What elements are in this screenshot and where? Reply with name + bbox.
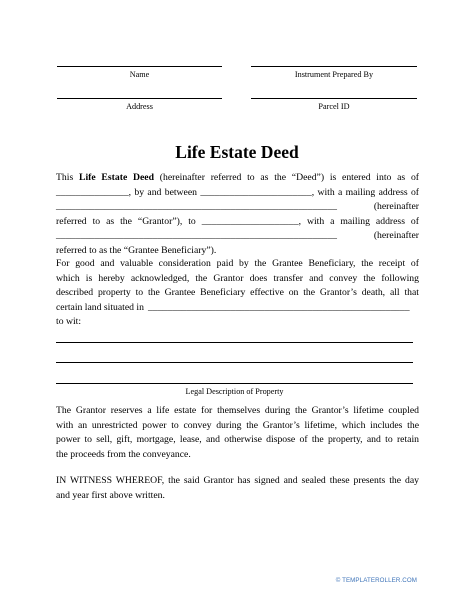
- county-blank[interactable]: ______________________________________________________: [148, 301, 410, 313]
- parcel-id-line: [251, 98, 417, 99]
- address-caption: Address: [126, 102, 153, 111]
- parcel-id-caption: Parcel ID: [318, 102, 350, 111]
- intro-line-4: referred to as the “Grantor”), to ____________________, with a mailing address of: [56, 215, 419, 227]
- name-caption: Name: [129, 70, 150, 79]
- legal-description-line-3[interactable]: [56, 383, 413, 384]
- consideration-paragraph: For good and valuable consideration paid by the Grantee Beneficiary, the receipt of which is hereby acknowledged, the Grantor does transfer and convey the following described property to the Grantee Beneficiary effective on the Grantor’s death, all that certain land situated in ______________________________________________________ to wit:: [56, 258, 419, 328]
- legal-description-line-1[interactable]: [56, 342, 413, 343]
- grantee-address-blank[interactable]: __________________________________________________________: [56, 230, 337, 242]
- land-situated-line: certain land situated in ______________________________________________________: [56, 301, 419, 316]
- intro-line-5: __________________________________________________________ (hereinafter: [56, 229, 419, 244]
- grantee-name-blank[interactable]: ____________________,: [201, 215, 301, 227]
- grantor-name-blank[interactable]: _______________________,: [200, 186, 315, 198]
- intro-line-6: referred to as the “Grantee Beneficiary”).: [56, 244, 217, 256]
- intro-paragraph: [56, 171, 419, 259]
- document-title: Life Estate Deed: [175, 142, 299, 162]
- witness-paragraph: IN WITNESS WHEREOF, the said Grantor has signed and sealed these presents the day and year first above written.: [56, 475, 419, 501]
- legal-description-caption: Legal Description of Property: [185, 387, 284, 396]
- legal-description-line-2[interactable]: [56, 362, 413, 363]
- name-line: [57, 66, 222, 67]
- intro-line-1: This Life Estate Deed (hereinafter referred to as the “Deed”) is entered into as of: [56, 172, 420, 183]
- address-line: [57, 98, 222, 99]
- prepared-by-line: [251, 66, 417, 67]
- date-blank[interactable]: _______________,: [56, 186, 132, 198]
- intro-line-3: __________________________________________________________ (hereinafter: [56, 200, 419, 215]
- intro-line-2: _______________, by and between _______________________, with a mailing address of: [56, 186, 420, 198]
- grantor-address-blank[interactable]: __________________________________________________________: [56, 201, 337, 213]
- reservation-paragraph: The Grantor reserves a life estate for themselves during the Grantor’s lifetime coupled with an unrestricted power to convey during the Grantor’s lifetime, which includes the power to sell, gift, mortgage, lease, and otherwise dispose of the property, and to retain the proceeds from the conveyance.: [56, 405, 419, 460]
- deed-name-bold: Life Estate Deed: [79, 172, 154, 183]
- prepared-by-caption: Instrument Prepared By: [294, 70, 374, 79]
- templateroller-footer-link[interactable]: © TEMPLATEROLLER.COM: [335, 577, 417, 584]
